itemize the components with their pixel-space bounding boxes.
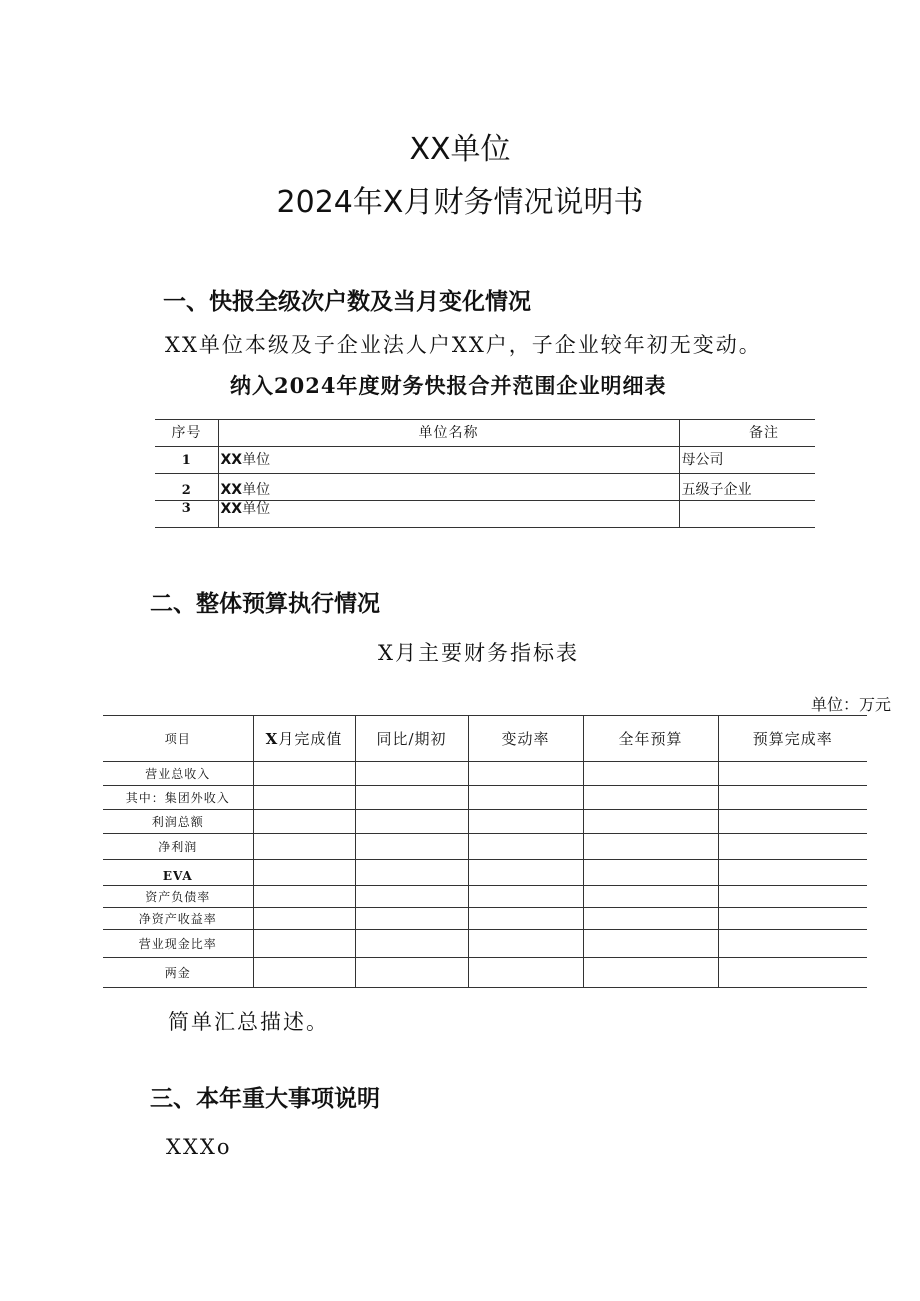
table-row <box>155 501 815 528</box>
cell <box>718 762 867 786</box>
cell <box>583 958 718 988</box>
cell <box>583 930 718 958</box>
table-row <box>103 908 867 930</box>
table-row <box>103 886 867 908</box>
row-item: 其中：集团外收入 <box>103 786 253 810</box>
header-budget-completion: 预算完成率 <box>718 716 867 762</box>
cell <box>583 860 718 886</box>
row-item: 净资产收益率 <box>103 908 253 930</box>
row-seq: 1 <box>155 447 218 474</box>
cell <box>253 762 355 786</box>
cell <box>468 930 583 958</box>
row-note: 五级子企业 <box>679 474 815 501</box>
table-row <box>103 810 867 834</box>
document-title-unit: XX单位 <box>409 132 511 167</box>
cell <box>253 786 355 810</box>
cell <box>583 886 718 908</box>
header-seq: 序号 <box>155 420 218 447</box>
document-title: 2024年X月财务情况说明书 <box>276 185 644 220</box>
table-row <box>155 474 815 501</box>
cell <box>253 810 355 834</box>
financial-indicators-table <box>103 715 867 988</box>
cell <box>253 834 355 860</box>
cell <box>355 908 468 930</box>
table-row <box>103 860 867 886</box>
cell <box>718 886 867 908</box>
cell <box>468 860 583 886</box>
section2-heading: 二、整体预算执行情况 <box>150 591 380 617</box>
section1-heading: 一、快报全级次户数及当月变化情况 <box>163 289 531 315</box>
cell <box>468 834 583 860</box>
cell <box>355 860 468 886</box>
row-unit-name-suffix: 单位 <box>242 501 271 517</box>
table-row <box>103 930 867 958</box>
cell <box>253 958 355 988</box>
row-unit-name-prefix: XX <box>220 501 243 517</box>
header-unit-name: 单位名称 <box>218 420 679 447</box>
row-item: 营业现金比率 <box>103 930 253 958</box>
table-row <box>103 958 867 988</box>
table-row <box>155 447 815 474</box>
section1-paragraph: XX单位本级及子企业法人户XX户，子企业较年初无变动。 <box>165 333 762 357</box>
cell <box>718 834 867 860</box>
cell <box>583 762 718 786</box>
section3-heading: 三、本年重大事项说明 <box>150 1086 380 1112</box>
cell <box>253 908 355 930</box>
row-item: 利润总额 <box>103 810 253 834</box>
cell <box>468 908 583 930</box>
row-item: EVA <box>103 860 253 886</box>
table-row <box>103 786 867 810</box>
cell <box>355 930 468 958</box>
entity-list-table <box>155 419 815 528</box>
header-item: 项目 <box>103 716 253 762</box>
cell <box>583 810 718 834</box>
cell <box>718 958 867 988</box>
row-unit-name <box>218 474 679 501</box>
table-row <box>103 762 867 786</box>
cell <box>355 958 468 988</box>
cell <box>253 886 355 908</box>
cell <box>468 786 583 810</box>
header-note: 备注 <box>679 420 815 447</box>
cell <box>583 786 718 810</box>
table-header-row <box>103 716 867 762</box>
header-yoy: 同比/期初 <box>355 716 468 762</box>
section1-table-caption: 纳入2024年度财务快报合并范围企业明细表 <box>230 373 667 398</box>
header-change-rate: 变动率 <box>468 716 583 762</box>
header-month-suffix: 月完成值 <box>278 730 343 748</box>
cell <box>468 886 583 908</box>
row-note <box>679 501 815 528</box>
cell <box>355 886 468 908</box>
table-header-row <box>155 420 815 447</box>
cell <box>468 810 583 834</box>
row-unit-name-suffix: 单位 <box>242 482 271 498</box>
cell <box>583 908 718 930</box>
cell <box>355 762 468 786</box>
unit-note: 单位：万元 <box>811 695 892 714</box>
row-unit-name-prefix: XX <box>220 482 243 498</box>
cell <box>718 810 867 834</box>
row-unit-name-suffix: 单位 <box>242 452 271 468</box>
row-unit-name <box>218 501 679 528</box>
cell <box>355 786 468 810</box>
row-unit-name-prefix: XX <box>220 452 243 468</box>
cell <box>253 930 355 958</box>
row-item: 净利润 <box>103 834 253 860</box>
cell <box>718 786 867 810</box>
cell <box>718 908 867 930</box>
cell <box>253 860 355 886</box>
cell <box>355 810 468 834</box>
header-annual-budget: 全年预算 <box>583 716 718 762</box>
section3-content: XXXo <box>166 1135 232 1159</box>
header-month-value <box>253 716 355 762</box>
cell <box>468 762 583 786</box>
table-row <box>103 834 867 860</box>
cell <box>355 834 468 860</box>
row-item: 资产负债率 <box>103 886 253 908</box>
cell <box>718 930 867 958</box>
cell <box>583 834 718 860</box>
row-seq: 3 <box>155 501 218 528</box>
cell <box>468 958 583 988</box>
section2-summary: 简单汇总描述。 <box>168 1010 329 1034</box>
header-month-prefix: X <box>265 730 279 748</box>
row-item: 营业总收入 <box>103 762 253 786</box>
section2-table-caption: X月主要财务指标表 <box>378 641 579 665</box>
cell <box>718 860 867 886</box>
row-item: 两金 <box>103 958 253 988</box>
row-seq: 2 <box>155 474 218 501</box>
row-unit-name <box>218 447 679 474</box>
row-note: 母公司 <box>679 447 815 474</box>
